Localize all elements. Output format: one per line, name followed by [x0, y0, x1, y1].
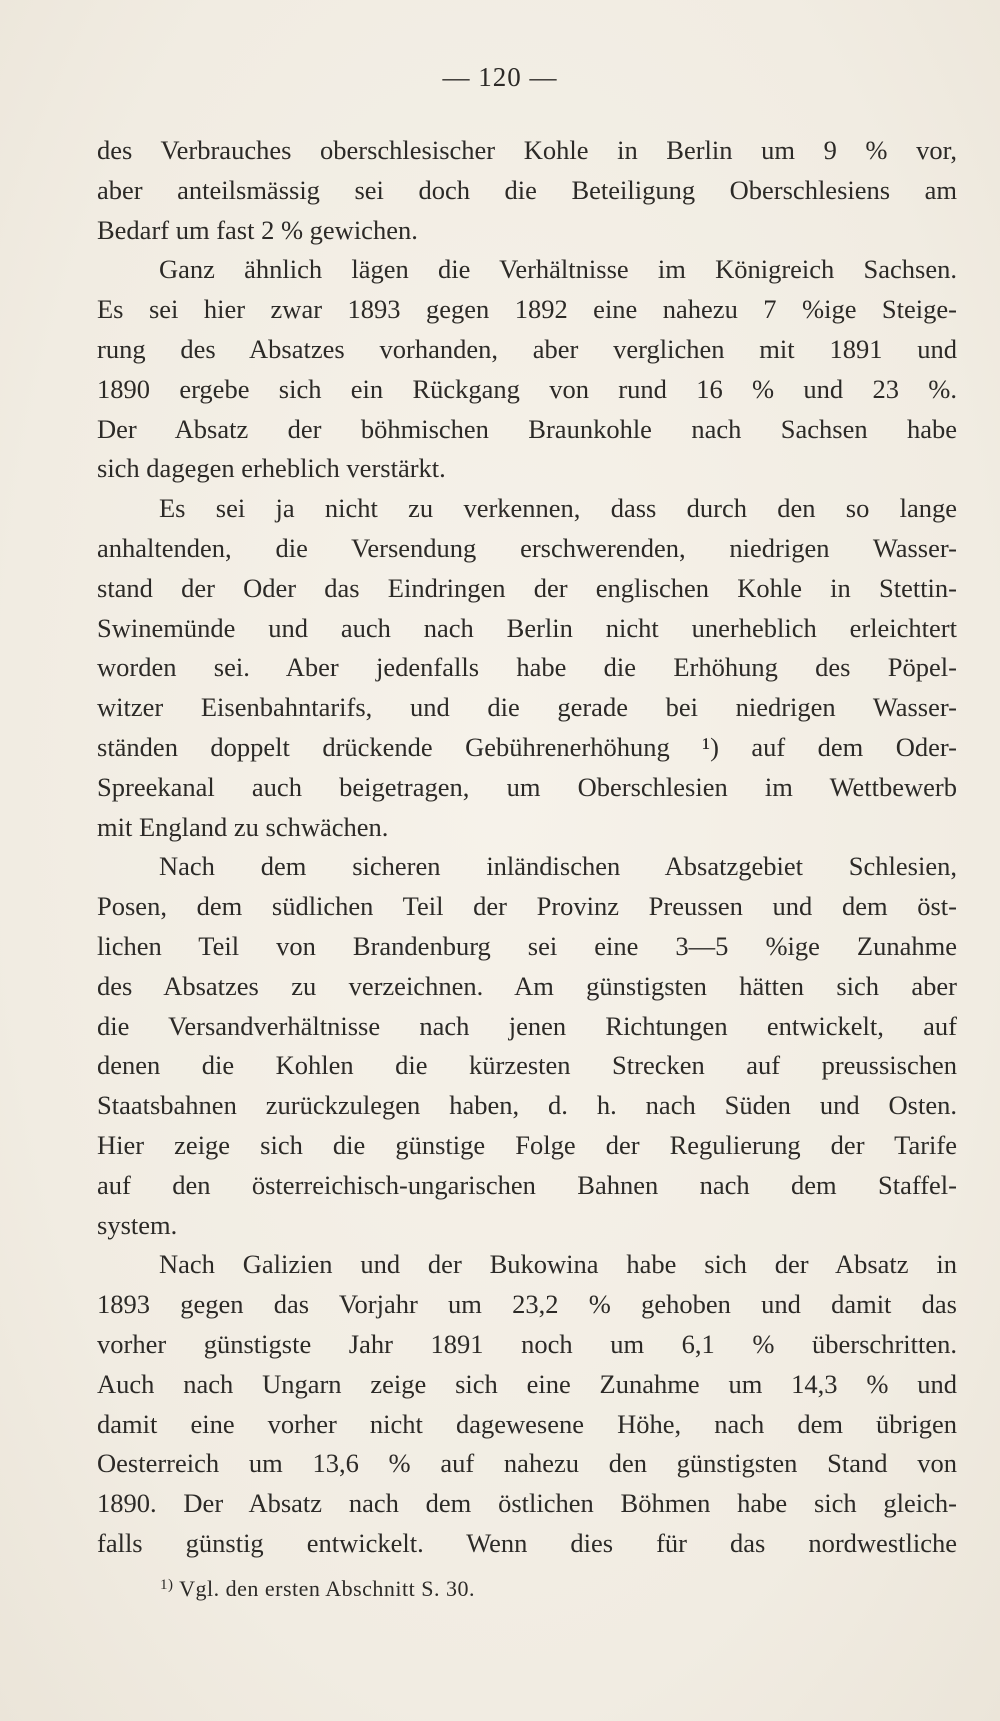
page-number: — 120 —: [442, 62, 558, 92]
text-line: sich dagegen erheblich verstärkt.: [97, 453, 446, 484]
text-line: 1890 ergebe sich ein Rückgang von rund 16 % und 23 %.: [97, 373, 957, 404]
body-text: [97, 131, 957, 1564]
text-line: des Absatzes zu verzeichnen. Am günstigsten hätten sich aber: [97, 970, 957, 1001]
text-line: damit eine vorher nicht dagewesene Höhe, nach dem übrigen: [97, 1408, 957, 1439]
text-line: stand der Oder das Eindringen der englischen Kohle in Stettin-: [97, 572, 957, 603]
footnote-text: Vgl. den ersten Abschnitt S. 30.: [179, 1576, 475, 1601]
text-line: system.: [97, 1209, 178, 1240]
text-line: Es sei ja nicht zu verkennen, dass durch den so lange: [159, 493, 957, 524]
footnote-marker: 1): [160, 1577, 174, 1593]
text-line: Nach dem sicheren inländischen Absatzgebiet Schlesien,: [159, 851, 957, 882]
text-line: lichen Teil von Brandenburg sei eine 3—5 %ige Zunahme: [97, 930, 957, 961]
text-line: denen die Kohlen die kürzesten Strecken auf preussischen: [97, 1050, 957, 1081]
text-line: Auch nach Ungarn zeige sich eine Zunahme um 14,3 % und: [97, 1368, 957, 1399]
text-line: 1890. Der Absatz nach dem östlichen Böhmen habe sich gleich-: [97, 1488, 957, 1519]
text-line: Hier zeige sich die günstige Folge der Regulierung der Tarife: [97, 1129, 957, 1160]
text-line: die Versandverhältnisse nach jenen Richtungen entwickelt, auf: [97, 1010, 957, 1041]
text-line: aber anteilsmässig sei doch die Beteiligung Oberschlesiens am: [97, 174, 957, 205]
text-line: rung des Absatzes vorhanden, aber verglichen mit 1891 und: [97, 333, 957, 364]
text-line: Staatsbahnen zurückzulegen haben, d. h. nach Süden und Osten.: [97, 1090, 957, 1121]
text-line: Posen, dem südlichen Teil der Provinz Preussen und dem öst-: [97, 891, 957, 922]
text-line: Oesterreich um 13,6 % auf nahezu den günstigsten Stand von: [97, 1448, 957, 1479]
text-line: Swinemünde und auch nach Berlin nicht unerheblich erleichtert: [97, 612, 957, 643]
text-line: auf den österreichisch-ungarischen Bahnen nach dem Staffel-: [97, 1169, 957, 1200]
text-line: 1893 gegen das Vorjahr um 23,2 % gehoben und damit das: [97, 1289, 957, 1320]
text-line: ständen doppelt drückende Gebührenerhöhung ¹) auf dem Oder-: [97, 731, 957, 762]
text-line: witzer Eisenbahntarifs, und die gerade bei niedrigen Wasser-: [97, 692, 957, 723]
text-line: Nach Galizien und der Bukowina habe sich der Absatz in: [159, 1249, 957, 1280]
text-line: Bedarf um fast 2 % gewichen.: [97, 214, 418, 245]
text-line: des Verbrauches oberschlesischer Kohle in Berlin um 9 % vor,: [97, 135, 957, 165]
text-line: falls günstig entwickelt. Wenn dies für das nordwestliche: [97, 1527, 957, 1558]
text-line: mit England zu schwächen.: [97, 811, 389, 842]
text-line: Ganz ähnlich lägen die Verhältnisse im Königreich Sachsen.: [159, 254, 957, 285]
text-line: Es sei hier zwar 1893 gegen 1892 eine nahezu 7 %ige Steige-: [97, 294, 957, 325]
text-line: vorher günstigste Jahr 1891 noch um 6,1 % überschritten.: [97, 1328, 957, 1359]
text-line: Der Absatz der böhmischen Braunkohle nach Sachsen habe: [97, 413, 957, 444]
text-line: worden sei. Aber jedenfalls habe die Erhöhung des Pöpel-: [97, 652, 957, 683]
text-line: Spreekanal auch beigetragen, um Oberschlesien im Wettbewerb: [97, 771, 957, 802]
text-line: anhaltenden, die Versendung erschwerenden, niedrigen Wasser-: [97, 532, 957, 563]
footnote: [160, 1576, 475, 1602]
